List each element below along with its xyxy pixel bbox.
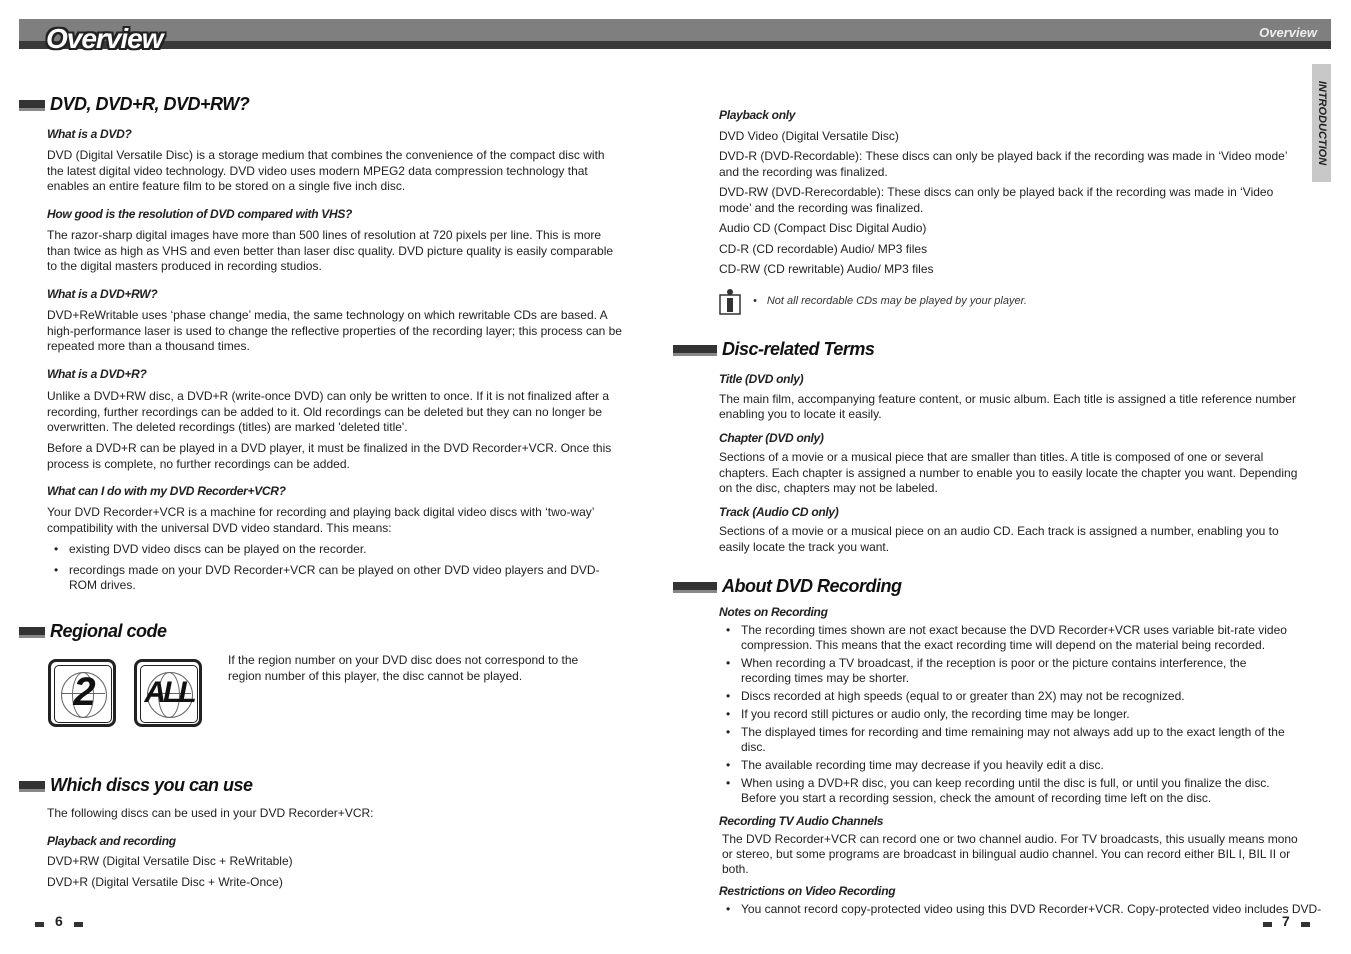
subheading: Recording TV Audio Channels xyxy=(719,814,884,828)
page-number-left: 6 xyxy=(55,913,63,929)
discs-intro: The following discs can be used in your DVD Recorder+VCR: xyxy=(47,806,374,820)
list-item: • When recording a TV broadcast, if the reception is poor or the picture contains interference, the recording times may be shorter. xyxy=(719,656,1299,686)
disc-item: Audio CD (Compact Disc Digital Audio) xyxy=(719,221,927,235)
disc-item: CD-R (CD recordable) Audio/ MP3 files xyxy=(719,241,928,256)
term-text: Sections of a movie or a musical piece that are smaller than titles. A title is composed of one or several chapters. Each chapter is assigned a number to enable you to easily locate the chapter you want. Depending on the disc, chapters may not be labeled. xyxy=(719,450,1298,495)
subheading: Restrictions on Video Recording xyxy=(719,884,896,898)
disc-item: DVD-RW (DVD-Rerecordable): These discs can only be played back if the recording was made in ‘Video mode’ and the recording was finalized. xyxy=(719,185,1274,215)
region-2-icon xyxy=(48,659,116,727)
answer-text: Before a DVD+R can be played in a DVD player, it must be finalized in the DVD Recorder+VCR. Once this process is complete, no further recordings can be added. xyxy=(47,441,612,471)
page-marker xyxy=(1301,922,1310,927)
section-heading-recording: About DVD Recording xyxy=(673,576,902,597)
section-heading-discs: Which discs you can use xyxy=(19,775,253,796)
term-text: The main film, accompanying feature content, or music album. Each title is assigned a title reference number enabling you to locate it easily. xyxy=(719,391,1296,421)
answer-text: Unlike a DVD+RW disc, a DVD+R (write-once DVD) can only be written to once. If it is not finalized after a recording, further recordings can be added to it. Old recordings can be deleted but they can no longer be overwritten. The deleted recordings (titles) are marked 'deleted title'. xyxy=(47,389,610,434)
page-marker xyxy=(74,922,83,927)
audio-text: The DVD Recorder+VCR can record one or two channel audio. For TV broadcasts, this usually means mono or stereo, but some programs are broadcast in bilingual audio channel. You can record either BIL I, BIL II or both. xyxy=(722,832,1298,876)
disc-item: CD-RW (CD rewritable) Audio/ MP3 files xyxy=(719,262,934,276)
right-column-top xyxy=(719,108,1299,278)
note-text: Not all recordable CDs may be played by your player. xyxy=(766,295,1027,307)
page-marker xyxy=(35,922,44,927)
question-heading: What is a DVD+R? xyxy=(47,367,147,381)
list-item: • The recording times shown are not exact because the DVD Recorder+VCR uses variable bit-rate video compression. This means that the exact recording time will depend on the material being recorded. xyxy=(719,623,1299,653)
header-band-dark xyxy=(19,41,1331,49)
section-heading-dvd: DVD, DVD+R, DVD+RW? xyxy=(19,94,249,115)
running-title: Overview xyxy=(1259,25,1317,40)
answer-text: DVD+ReWritable uses ‘phase change’ media, the same technology on which rewritable CDs are based. A high-performance laser is used to change the reflective properties of the recording layer; this process can be repeated more than a thousand times. xyxy=(47,308,622,353)
heading-bar-icon xyxy=(19,100,45,111)
page-header xyxy=(19,19,1331,54)
region-all-icon xyxy=(134,659,202,727)
answer-text: Your DVD Recorder+VCR is a machine for recording and playing back digital video discs with ‘two-way’ compatibility with the universal DVD video standard. This means: xyxy=(47,505,595,535)
chapter-tab-label: INTRODUCTION xyxy=(1316,80,1328,166)
list-item: • You cannot record copy-protected video using this DVD Recorder+VCR. Copy-protected video includes DVD- xyxy=(719,902,1299,917)
page-number-right: 7 xyxy=(1282,913,1290,929)
disc-item: DVD+R (Digital Versatile Disc + Write-Once) xyxy=(47,874,283,889)
section-heading-regional: Regional code xyxy=(19,621,167,642)
capability-list xyxy=(47,542,623,594)
restrictions-list xyxy=(719,902,1322,917)
note-icon xyxy=(719,287,741,315)
list-item: • The available recording time may decrease if you heavily edit a disc. xyxy=(719,758,1299,773)
disc-item: DVD-R (DVD-Recordable): These discs can only be played back if the recording was made in ‘Video mode’ and the recording was finalized. xyxy=(719,149,1288,179)
heading-bar-icon xyxy=(19,627,45,638)
list-item: • If you record still pictures or audio only, the recording time may be longer. xyxy=(719,707,1299,722)
subheading: Playback and recording xyxy=(47,833,176,848)
note: • Not all recordable CDs may be played by your player. xyxy=(753,295,1027,307)
region-2-label: 2 xyxy=(73,670,93,714)
term-heading: Chapter (DVD only) xyxy=(719,430,824,445)
term-heading: Track (Audio CD only) xyxy=(719,504,839,519)
disc-item: DVD+RW (Digital Versatile Disc + ReWritable) xyxy=(47,854,293,868)
term-heading: Title (DVD only) xyxy=(719,372,804,386)
list-item: • When using a DVD+R disc, you can keep recording until the disc is full, or until you finalize the disc. Before you start a recording session, check the amount of recording time left on the disc. xyxy=(719,776,1299,806)
list-item: • recordings made on your DVD Recorder+VCR can be played on other DVD video players and DVD-ROM drives. xyxy=(47,563,623,594)
question-heading: What can I do with my DVD Recorder+VCR? xyxy=(47,484,286,498)
subheading: Playback only xyxy=(719,108,796,122)
list-item: • The displayed times for recording and time remaining may not always add up to the exact length of the disc. xyxy=(719,725,1299,755)
answer-text: The razor-sharp digital images have more than 500 lines of resolution at 720 pixels per line. This is more than twice as high as VHS and even better than laser disc quality. DVD picture quality is easily comparable to the digital masters produced in recording studios. xyxy=(47,228,614,273)
recording-notes-list xyxy=(719,623,1299,806)
header-band xyxy=(19,19,1331,41)
disc-item: DVD Video (Digital Versatile Disc) xyxy=(719,128,899,143)
regional-text: If the region number on your DVD disc does not correspond to the region number of this player, the disc cannot be played. xyxy=(228,653,579,683)
chapter-tab xyxy=(1312,64,1331,182)
term-text: Sections of a movie or a musical piece on an audio CD. Each track is assigned a number, enabling you to easily locate the track you want. xyxy=(719,524,1279,554)
page-marker xyxy=(1263,922,1272,927)
question-heading: What is a DVD+RW? xyxy=(47,287,158,301)
subheading: Notes on Recording xyxy=(719,605,828,619)
region-all-label: ALL xyxy=(144,676,194,709)
page-title: Overview xyxy=(46,23,163,54)
heading-bar-icon xyxy=(673,582,717,593)
section-heading-terms: Disc-related Terms xyxy=(673,339,874,360)
question-heading: What is a DVD? xyxy=(47,127,132,141)
heading-bar-icon xyxy=(673,345,717,356)
heading-bar-icon xyxy=(19,781,45,792)
list-item: • existing DVD video discs can be played on the recorder. xyxy=(47,542,623,558)
list-item: • Discs recorded at high speeds (equal to or greater than 2X) may not be recognized. xyxy=(719,689,1299,704)
answer-text: DVD (Digital Versatile Disc) is a storage medium that combines the convenience of the compact disc with the latest digital video technology. DVD video uses modern MPEG2 data compression technology that enables an entire feature film to be stored on a single five inch disc. xyxy=(47,148,605,193)
question-heading: How good is the resolution of DVD compared with VHS? xyxy=(47,207,353,221)
